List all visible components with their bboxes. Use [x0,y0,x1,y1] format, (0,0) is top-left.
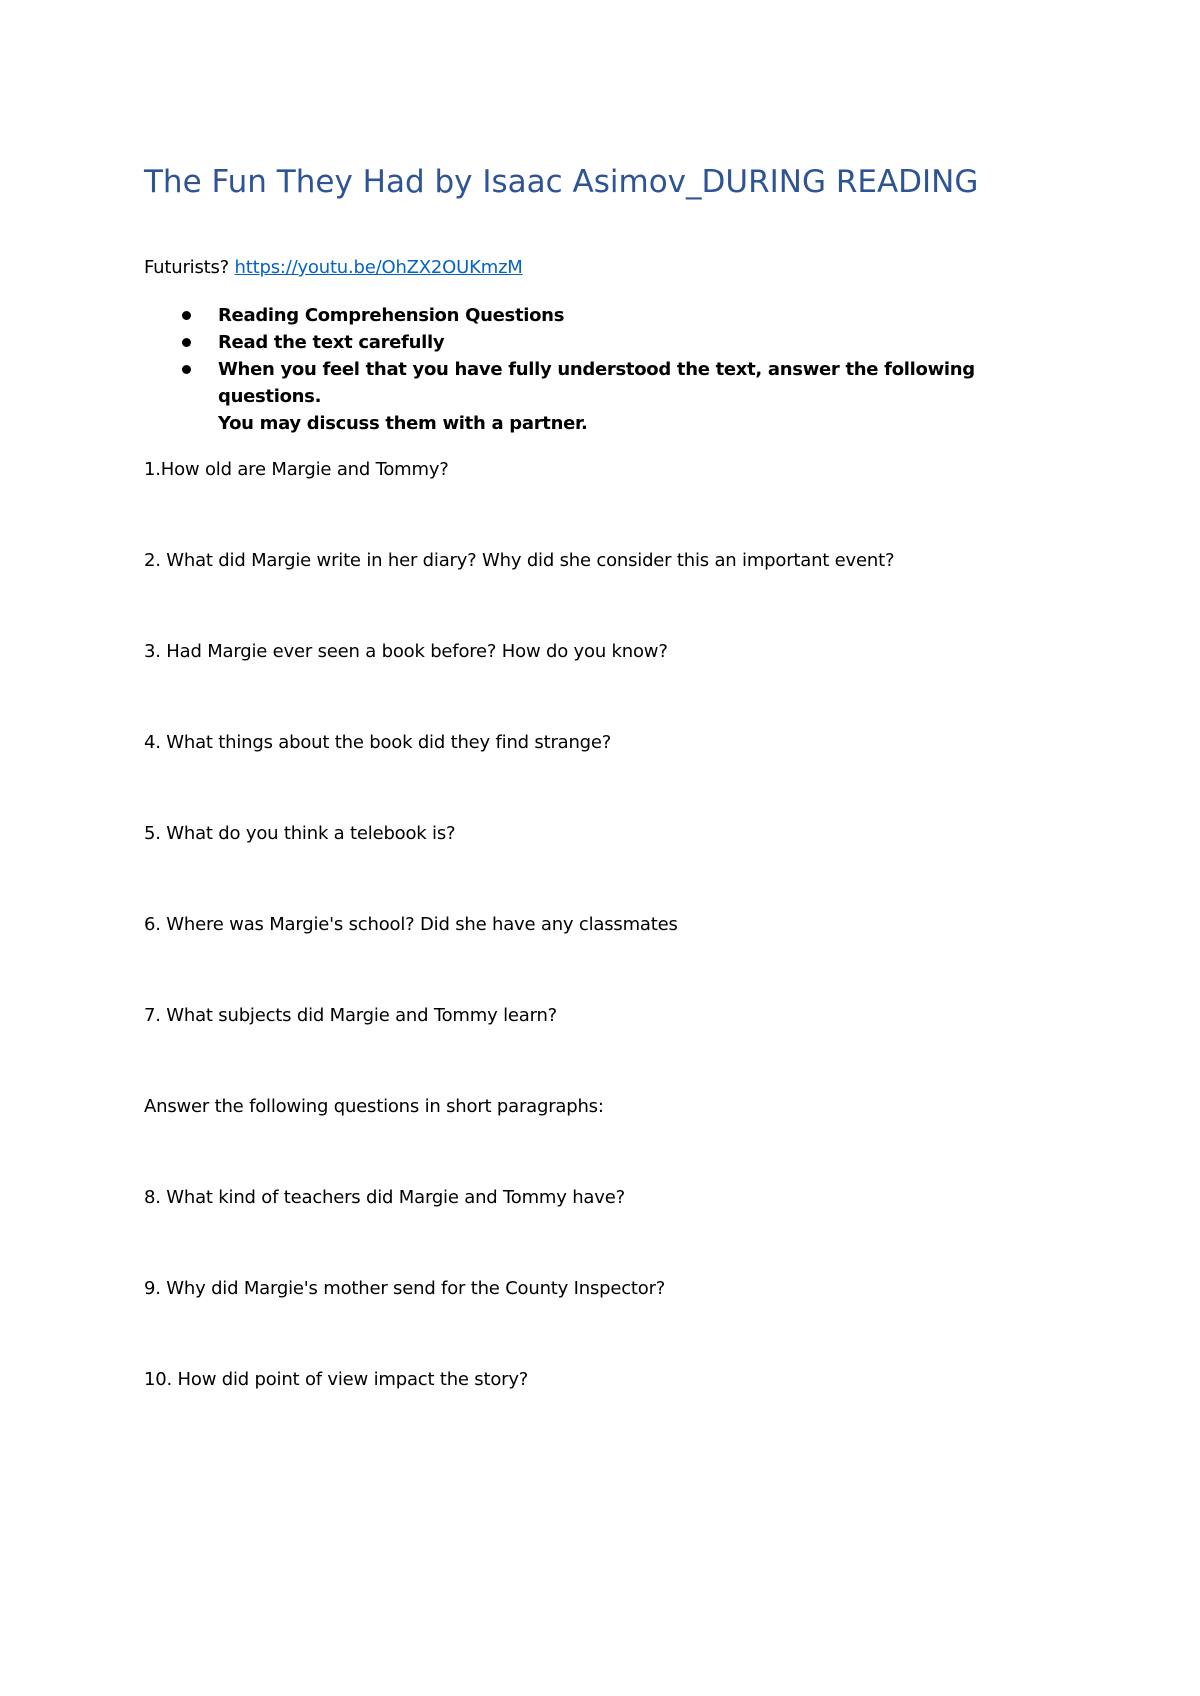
instruction-bullet-list [144,302,1044,437]
question-3: 3. Had Margie ever seen a book before? How do you know? [144,641,668,662]
question-5: 5. What do you think a telebook is? [144,823,456,844]
bullet-text: Read the text carefully [218,332,445,353]
question-8: 8. What kind of teachers did Margie and Tommy have? [144,1187,625,1208]
question-9: 9. Why did Margie's mother send for the County Inspector? [144,1278,666,1299]
bullet-item [144,329,1044,356]
futurists-link[interactable]: https://youtu.be/OhZX2OUKmzM [234,257,523,278]
paragraph-instruction: Answer the following questions in short paragraphs: [144,1096,604,1117]
question-6: 6. Where was Margie's school? Did she have any classmates [144,914,678,935]
bullet-text: When you feel that you have fully understood the text, answer the following questions. [218,359,975,407]
question-4: 4. What things about the book did they find strange? [144,732,612,753]
bullet-dot-icon [182,311,191,320]
question-2: 2. What did Margie write in her diary? Why did she consider this an important event? [144,550,895,571]
bullet-item [144,302,1044,329]
document-title: The Fun They Had by Isaac Asimov_DURING READING [144,164,979,200]
futurists-label: Futurists? [144,257,230,278]
question-7: 7. What subjects did Margie and Tommy learn? [144,1005,558,1026]
bullet-dot-icon [182,338,191,347]
futurists-line [144,256,523,280]
bullet-text-continuation: You may discuss them with a partner. [218,413,588,434]
bullet-dot-icon [182,365,191,374]
bullet-text: Reading Comprehension Questions [218,305,565,326]
bullet-item [144,356,1044,437]
question-10: 10. How did point of view impact the story? [144,1369,529,1390]
question-1: 1.How old are Margie and Tommy? [144,459,449,480]
